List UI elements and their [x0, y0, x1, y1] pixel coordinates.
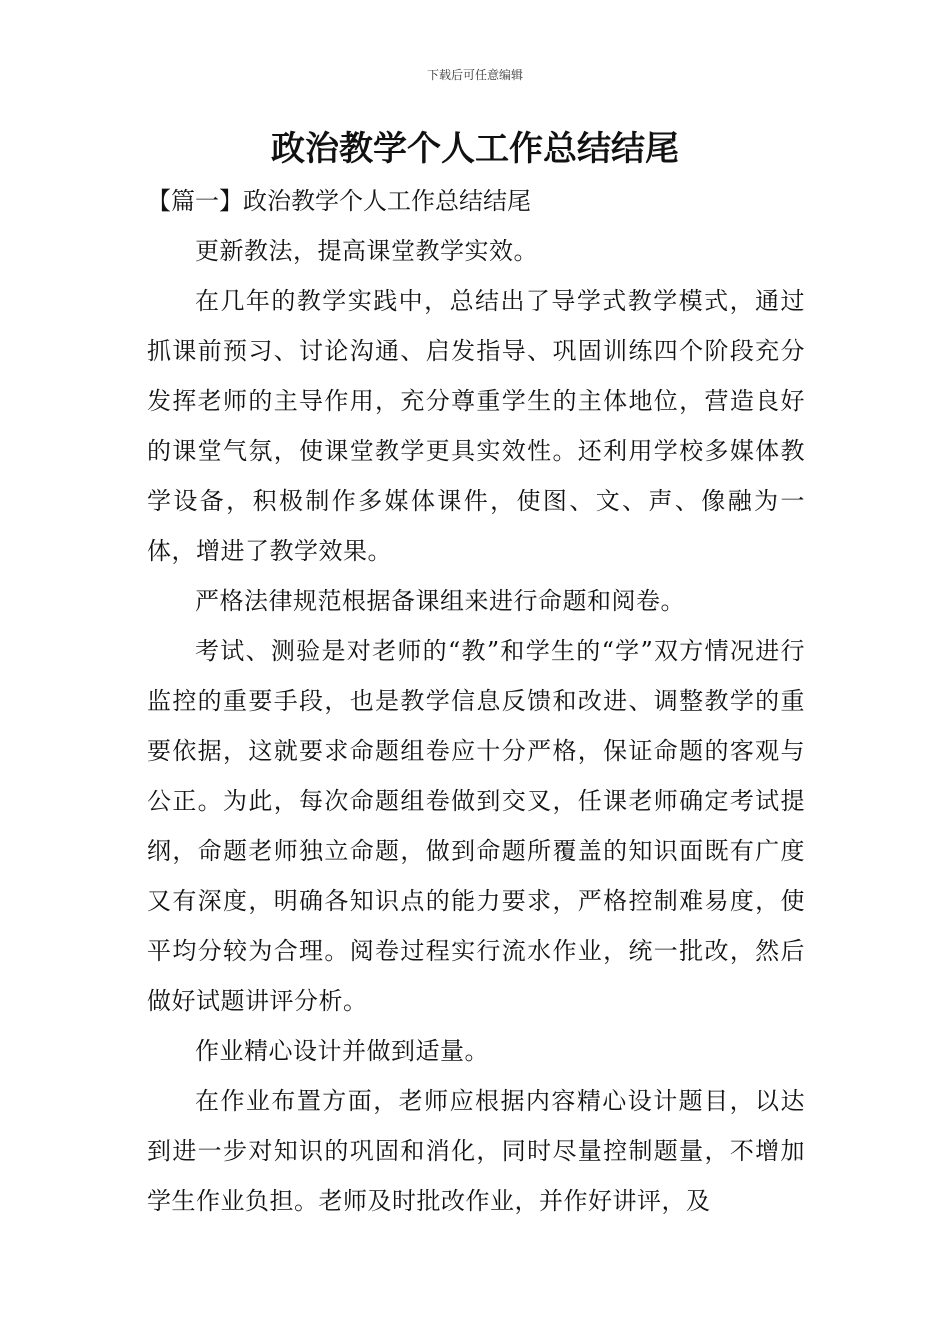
- paragraph-1: 更新教法，提高课堂教学实效。: [195, 237, 538, 265]
- page-header-note: 下载后可任意编辑: [426, 68, 523, 82]
- document-title: 政治教学个人工作总结结尾: [271, 129, 679, 169]
- paragraph-3: 严格法律规范根据备课组来进行命题和阅卷。: [195, 587, 685, 615]
- paragraph-5: 作业精心设计并做到适量。: [195, 1037, 489, 1065]
- paragraph-4: 考试、测验是对老师的“教”和学生的“学”双方情况进行监控的重要手段，也是教学信息反馈和改进、调整教学的重要依据，这就要求命题组卷应十分严格，保证命题的客观与公正。为此，每次命题组卷做到交叉，任课老师确定考试提纲，命题老师独立命题，做到命题所覆盖的知识面既有广度又有深度，明确各知识点的能力要求，严格控制难易度，使平均分较为合理。阅卷过程实行流水作业，统一批改，然后做好试题讲评分析。: [147, 637, 805, 1015]
- document-body: [147, 176, 805, 1226]
- paragraph-6: 在作业布置方面，老师应根据内容精心设计题目，以达到进一步对知识的巩固和消化，同时尽量控制题量，不增加学生作业负担。老师及时批改作业，并作好讲评，及: [147, 1087, 805, 1215]
- section-heading: 【篇一】政治教学个人工作总结结尾: [147, 187, 531, 215]
- paragraph-2: 在几年的教学实践中，总结出了导学式教学模式，通过抓课前预习、讨论沟通、启发指导、巩固训练四个阶段充分发挥老师的主导作用，充分尊重学生的主体地位，营造良好的课堂气氛，使课堂教学更具实效性。还利用学校多媒体教学设备，积极制作多媒体课件，使图、文、声、像融为一体，增进了教学效果。: [147, 287, 805, 565]
